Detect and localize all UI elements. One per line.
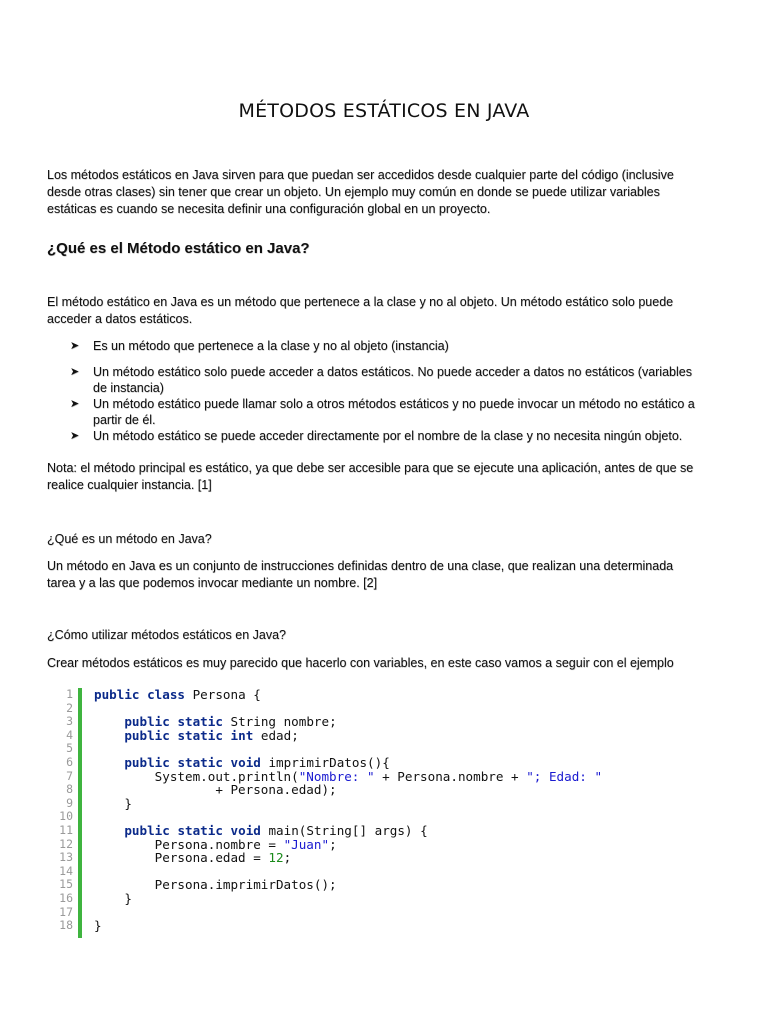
- note-line: realice cualquier instancia. [1]: [47, 478, 212, 492]
- string-literal: "; Edad: ": [526, 768, 603, 784]
- arrow-bullet-icon: ➤: [70, 366, 80, 378]
- code-lines: [94, 688, 602, 933]
- section-heading-method: ¿Qué es un método en Java?: [47, 532, 212, 546]
- line-number: 5: [66, 741, 73, 756]
- code-line: [94, 742, 602, 756]
- arrow-bullet-icon: ➤: [70, 340, 80, 352]
- bullet-text-continued: de instancia): [93, 381, 164, 395]
- keyword: public: [124, 822, 170, 838]
- method-paragraph: [47, 558, 723, 592]
- paragraph-line: acceder a datos estáticos.: [47, 312, 193, 326]
- how-to-paragraph: Crear métodos estáticos es muy parecido que hacerlo con variables, en este caso vamos a seguir con el ejemplo: [47, 656, 674, 670]
- code-line: [94, 688, 602, 702]
- code-gutter-bar: [78, 688, 82, 938]
- line-number: 6: [66, 754, 73, 769]
- code-text: ;: [329, 836, 337, 852]
- bullet-text: Un método estático solo puede acceder a datos estáticos. No puede acceder a datos no estáticos (variables: [93, 365, 692, 379]
- keyword: public: [124, 714, 170, 730]
- code-text: ;: [283, 850, 292, 866]
- bullet-item: [70, 338, 720, 354]
- paragraph-line: tarea y a las que podemos invocar mediante un nombre. [2]: [47, 576, 378, 590]
- code-line: [94, 756, 602, 770]
- line-number: 8: [66, 782, 73, 797]
- keyword: static: [177, 727, 223, 743]
- code-line: [94, 824, 602, 838]
- keyword: int: [230, 727, 254, 743]
- line-number: 11: [59, 822, 73, 837]
- code-line: [94, 715, 602, 729]
- line-number: 7: [66, 768, 73, 783]
- keyword: class: [147, 687, 186, 702]
- keyword: static: [177, 714, 223, 730]
- line-number: 17: [59, 904, 73, 919]
- line-number: 15: [59, 877, 73, 892]
- code-line: [94, 729, 602, 743]
- line-number: 9: [66, 795, 73, 810]
- number-literal: 12: [268, 850, 284, 866]
- code-text: imprimirDatos(){: [260, 754, 390, 770]
- line-number: 18: [59, 918, 73, 933]
- line-number: 12: [59, 836, 73, 851]
- line-number: 4: [66, 727, 73, 742]
- static-method-paragraph: [47, 294, 723, 328]
- arrow-bullet-icon: ➤: [70, 430, 80, 442]
- code-line: [94, 906, 602, 920]
- bullet-text-continued: partir de él.: [93, 413, 156, 427]
- code-text: + Persona.nombre +: [374, 768, 527, 784]
- code-text: Persona {: [185, 687, 261, 702]
- keyword: public: [94, 687, 140, 702]
- bullet-text: Es un método que pertenece a la clase y no al objeto (instancia): [93, 339, 449, 353]
- code-line: }: [94, 890, 132, 906]
- code-line: [94, 838, 602, 852]
- bullet-text: Un método estático puede llamar solo a otros métodos estáticos y no puede invocar un método no estático a: [93, 397, 695, 411]
- line-number: 13: [59, 850, 73, 865]
- intro-line: estáticas es cuando se necesita definir una configuración global en un proyecto.: [47, 202, 491, 216]
- code-text: Persona.edad =: [94, 850, 269, 866]
- code-line: }: [94, 795, 132, 811]
- bullet-item: [70, 396, 720, 428]
- arrow-bullet-icon: ➤: [70, 398, 80, 410]
- intro-paragraph: [47, 167, 723, 218]
- keyword: void: [230, 754, 261, 770]
- section-heading-static-method: ¿Qué es el Método estático en Java?: [47, 240, 310, 257]
- keyword: static: [177, 754, 223, 770]
- keyword: void: [230, 822, 261, 838]
- bullet-item: [70, 364, 720, 396]
- keyword: public: [124, 727, 170, 743]
- paragraph-line: El método estático en Java es un método que pertenece a la clase y no al objeto. Un método estático solo puede: [47, 295, 674, 309]
- bullet-item: [70, 428, 720, 444]
- section-heading-how-to: ¿Cómo utilizar métodos estáticos en Java?: [47, 628, 286, 642]
- code-text: Persona.nombre =: [94, 836, 284, 852]
- code-line: Persona.imprimirDatos();: [94, 877, 337, 893]
- keyword: static: [177, 822, 223, 838]
- code-text: main(String[] args) {: [260, 822, 428, 838]
- code-line: [94, 865, 602, 879]
- paragraph-line: Un método en Java es un conjunto de instrucciones definidas dentro de una clase, que realizan una determinada: [47, 559, 674, 573]
- line-number: 3: [66, 714, 73, 729]
- code-block: [47, 688, 687, 940]
- line-number-gutter: [47, 688, 73, 933]
- code-line: [94, 770, 602, 784]
- string-literal: "Nombre: ": [298, 768, 375, 784]
- code-text: System.out.println(: [94, 768, 299, 784]
- note-line: Nota: el método principal es estático, ya que debe ser accesible para que se ejecute una aplicación, antes de que se: [47, 461, 694, 475]
- document-title: MÉTODOS ESTÁTICOS EN JAVA: [238, 100, 530, 122]
- code-line: + Persona.edad);: [94, 782, 337, 798]
- line-number: 16: [59, 890, 73, 905]
- code-text: String nombre;: [222, 714, 337, 730]
- keyword: public: [124, 754, 170, 770]
- code-line: [94, 851, 602, 865]
- line-number: 14: [59, 863, 73, 878]
- line-number: 10: [59, 809, 73, 824]
- code-line: [94, 702, 602, 716]
- note-paragraph: [47, 460, 723, 494]
- string-literal: "Juan": [283, 836, 330, 852]
- bullet-text: Un método estático se puede acceder directamente por el nombre de la clase y no necesita ningún objeto.: [93, 429, 683, 443]
- code-line: [94, 810, 602, 824]
- line-number: 2: [66, 700, 73, 715]
- line-number: 1: [66, 687, 73, 701]
- intro-line: desde otras clases) sin tener que crear un objeto. Un ejemplo muy común en donde se puede utilizar variables: [47, 185, 660, 199]
- code-text: edad;: [253, 727, 299, 743]
- code-line: }: [94, 918, 102, 934]
- intro-line: Los métodos estáticos en Java sirven para que puedan ser accedidos desde cualquier parte del código (inclusive: [47, 168, 674, 182]
